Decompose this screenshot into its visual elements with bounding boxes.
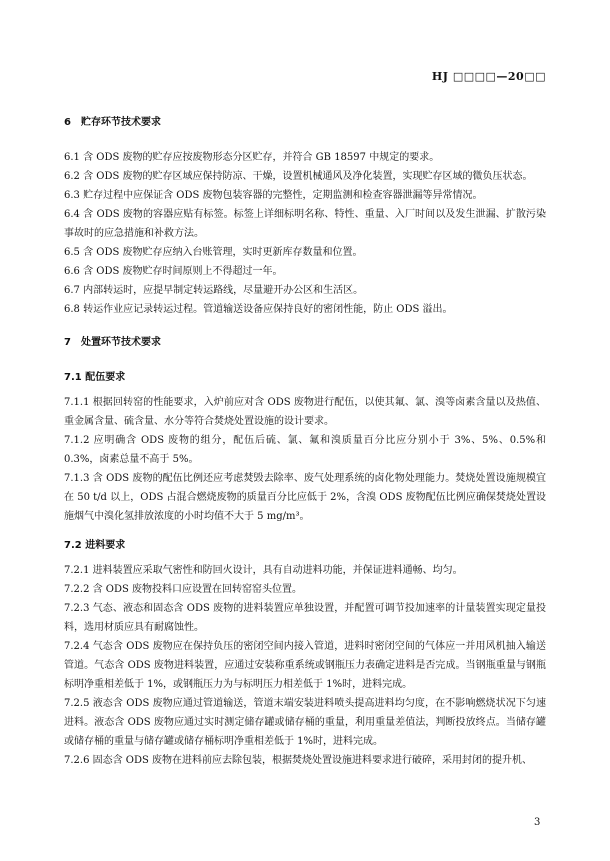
clause-7-2-4: 7.2.4 气态含 ODS 废物应在保持负压的密闭空间内接入管道，进料时密闭空间的气体应一并用风机抽入输送管道。气态含 ODS 废物进料装置，应通过安装称重系统或钢瓶压力表确定进料是否完成。当钢瓶重量与钢瓶标明净重相差低于 1%，或钢瓶压力为与标明压力相差低于 1%时，进料完成。 bbox=[64, 641, 546, 690]
clause-7-2-5: 7.2.5 液态含 ODS 废物应通过管道输送，管道末端安装进料喷头提高进料均匀度，在不影响燃烧状况下匀速进料。液态含 ODS 废物应通过实时测定储存罐或储存桶的重量，利用重量差值法，判断投放终点。当储存罐或储存桶的重量与储存罐或储存桶标明净重相差低于 1%时，进料完成。 bbox=[64, 698, 546, 747]
clause-7-1-2: 7.1.2 应明确含 ODS 废物的组分，配伍后硫、氯、氟和溴质量百分比应分别小于 3%、5%、0.5%和 0.3%，卤素总量不高于 5%。 bbox=[64, 435, 546, 465]
clause-7-1-1: 7.1.1 根据回转窑的性能要求，入炉前应对含 ODS 废物进行配伍，以使其氟、氯、溴等卤素含量以及热值、重金属含量、硫含量、水分等符合焚烧处置设施的设计要求。 bbox=[64, 397, 546, 427]
clause-7-2-6: 7.2.6 固态含 ODS 废物在进料前应去除包装，根据焚烧处置设施进料要求进行破碎，采用封闭的提升机、 bbox=[64, 755, 533, 766]
clause-6-8: 6.8 转运作业应记录转运过程。管道输送设备应保持良好的密闭性能，防止 ODS 溢出。 bbox=[64, 304, 453, 315]
section-spacer bbox=[64, 319, 546, 333]
clause-6-5: 6.5 含 ODS 废物贮存应纳入台账管理，实时更新库存数量和位置。 bbox=[64, 247, 363, 258]
clause-7-2-3: 7.2.3 气态、液态和固态含 ODS 废物的进料装置应单独设置，并配置可调节投加速率的计量装置实现定量投料，选用材质应具有耐腐蚀性。 bbox=[64, 603, 546, 633]
clause-6-7: 6.7 内部转运时，应提早制定转运路线，尽量避开办公区和生活区。 bbox=[64, 285, 364, 296]
section-7-heading: 7 处置环节技术要求 bbox=[64, 337, 161, 348]
clause-6-4: 6.4 含 ODS 废物的容器应贴有标签。标签上详细标明名称、特性、重量、入厂时间以及发生泄漏、扩散污染事故时的应急措施和补救方法。 bbox=[64, 209, 546, 239]
clause-7-2-2: 7.2.2 含 ODS 废物投料口应设置在回转窑窑头位置。 bbox=[64, 584, 303, 595]
document-id: HJ □□□□—20□□ bbox=[431, 70, 546, 83]
subsection-7-1-heading: 7.1 配伍要求 bbox=[64, 372, 126, 383]
page-number: 3 bbox=[534, 817, 541, 828]
clause-7-1-3: 7.1.3 含 ODS 废物的配伍比例还应考虑焚毁去除率、废气处理系统的卤化物处理能力。焚烧处置设施规模宜在 50 t/d 以上，ODS 占混合燃烧废物的质量百分比应低于 2%，含溴 ODS 废物配伍比例应确保焚烧处置设施烟气中溴化氢排放浓度的小时均值不大于 5 mg/m³。 bbox=[64, 473, 546, 522]
subsection-7-2-heading: 7.2 进料要求 bbox=[64, 540, 126, 551]
section-6-heading: 6 贮存环节技术要求 bbox=[64, 117, 161, 128]
document-body bbox=[64, 113, 546, 770]
clause-6-6: 6.6 含 ODS 废物贮存时间原则上不得超过一年。 bbox=[64, 266, 283, 277]
clause-6-1: 6.1 含 ODS 废物的贮存应按废物形态分区贮存，并符合 GB 18597 中规定的要求。 bbox=[64, 152, 440, 163]
clause-6-3: 6.3 贮存过程中应保证含 ODS 废物包装容器的完整性，定期监测和检查容器泄漏等异常情况。 bbox=[64, 190, 483, 201]
clause-7-2-1: 7.2.1 进料装置应采取气密性和防回火设计，具有自动进料功能，并保证进料通畅、均匀。 bbox=[64, 565, 463, 576]
clause-6-2: 6.2 含 ODS 废物的贮存区域应保持防凉、干燥，设置机械通风及净化装置，实现贮存区域的微负压状态。 bbox=[64, 171, 533, 182]
